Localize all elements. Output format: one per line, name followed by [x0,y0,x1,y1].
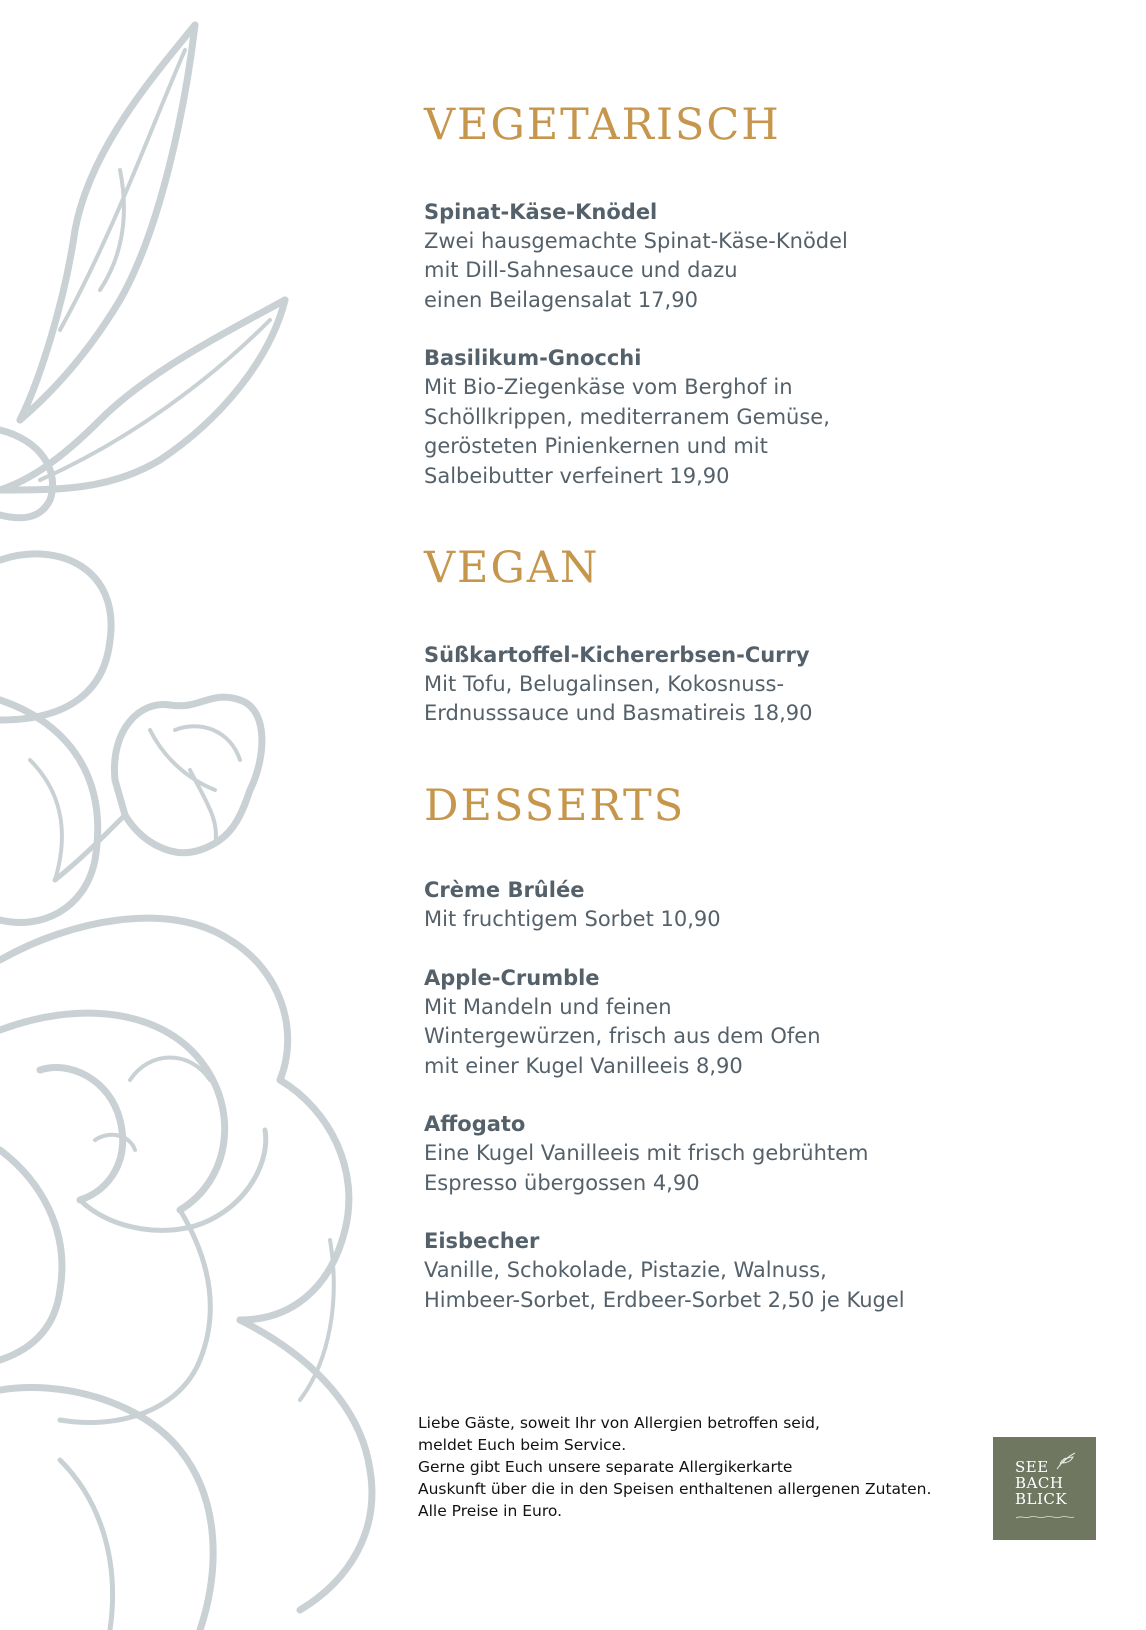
menu-item-description: Mit Tofu, Belugalinsen, Kokosnuss- Erdnusssauce und Basmatireis 18,90 [424,671,813,726]
menu-item-name: Eisbecher [424,1229,540,1254]
menu-item [424,641,1104,729]
menu-item [424,876,1104,935]
seebachblick-logo [993,1437,1096,1540]
menu-item-description: Eine Kugel Vanilleeis mit frisch gebrühtem Espresso übergossen 4,90 [424,1141,869,1195]
allergy-notice: Liebe Gäste, soweit Ihr von Allergien betroffen seid, meldet Euch beim Service. Gerne gibt Euch unsere separate Allergikerkarte Auskunft über die in den Speisen enthaltenen allergenen Zutaten. Alle Preise in Euro. [418,1414,932,1520]
menu-content [424,100,1104,1315]
menu-item-description: Vanille, Schokolade, Pistazie, Walnuss, Himbeer-Sorbet, Erdbeer-Sorbet 2,50 je Kugel [424,1258,905,1312]
menu-item-description: Mit fruchtigem Sorbet 10,90 [424,907,721,932]
menu-item-name: Apple-Crumble [424,965,600,990]
floral-illustration [0,0,400,1630]
menu-item-description: Mit Bio-Ziegenkäse vom Berghof in Schöllkrippen, mediterranem Gemüse, gerösteten Pinienkernen und mit Salbeibutter verfeinert 19,90 [424,375,830,488]
section-title-vegetarisch: VEGETARISCH [424,100,781,150]
menu-item-name: Crème Brûlée [424,878,585,903]
logo-text: SEE BACH BLICK [1015,1458,1068,1508]
menu-item [424,198,1104,316]
logo-tagline-scribble [1015,1514,1075,1522]
menu-item-description: Mit Mandeln und feinen Wintergewürzen, frisch aus dem Ofen mit einer Kugel Vanilleeis 8,90 [424,994,821,1078]
menu-item [424,344,1104,491]
section-title-desserts: DESSERTS [424,780,686,831]
menu-item [424,1110,1104,1198]
menu-item-description: Zwei hausgemachte Spinat-Käse-Knödel mit Dill-Sahnesauce und dazu einen Beilagensalat 17,90 [424,228,848,312]
menu-item-name: Süßkartoffel-Kichererbsen-Curry [424,642,810,667]
menu-item-name: Basilikum-Gnocchi [424,346,642,371]
menu-item-name: Affogato [424,1112,526,1137]
menu-item-name: Spinat-Käse-Knödel [424,199,658,224]
menu-item [424,1227,1104,1315]
menu-item [424,964,1104,1082]
section-title-vegan: VEGAN [424,543,600,594]
